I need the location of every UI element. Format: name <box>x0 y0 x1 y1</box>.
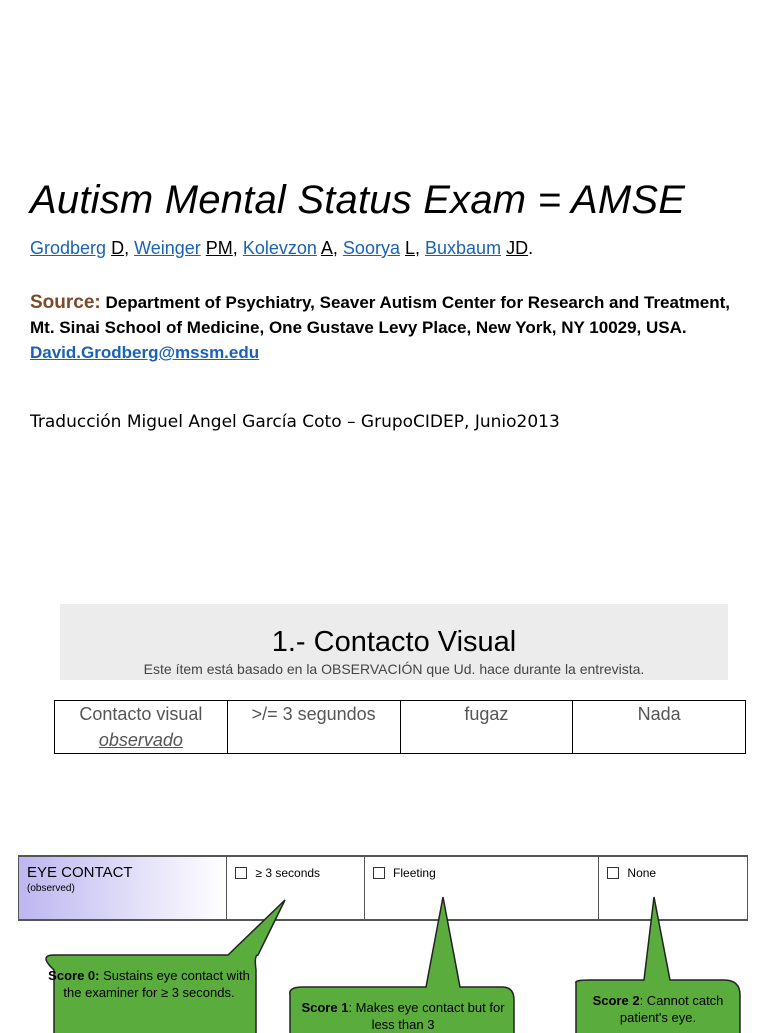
author-link[interactable]: Grodberg <box>30 238 107 258</box>
source-affiliation <box>30 290 740 365</box>
author-link[interactable]: Buxbaum <box>425 238 502 258</box>
option-cell: Nada <box>573 701 746 754</box>
form-item-sublabel: (observed) <box>27 883 75 894</box>
email-link[interactable]: David.Grodberg@mssm.edu <box>30 343 260 362</box>
form-item-label: EYE CONTACT <box>27 864 133 881</box>
item-cell <box>55 701 228 754</box>
callout-text-score1: Score 1: Makes eye contact but for less than 3 <box>301 1000 505 1032</box>
author: Buxbaum JD. <box>425 238 534 258</box>
callout-text-score2: Score 2: Cannot catch patient's eye. <box>592 993 724 1025</box>
form-option-label: None <box>627 866 657 880</box>
author-link[interactable]: Kolevzon <box>242 238 317 258</box>
form-option-label: Fleeting <box>393 866 436 880</box>
author-link[interactable]: Weinger <box>134 238 201 258</box>
table-row <box>55 701 746 754</box>
source-text: Department of Psychiatry, Seaver Autism Center for Research and Treatment, Mt. Sinai School of Medicine, One Gustave Levy Place, New York, NY 10029, USA. <box>30 293 730 337</box>
author: Soorya L, <box>342 238 426 258</box>
option-cell: fugaz <box>400 701 573 754</box>
item-sublabel: observado <box>98 730 183 750</box>
section-title: 1.- Contacto Visual <box>271 626 517 658</box>
section-subtitle: Este ítem está basado en la OBSERVACIÓN que Ud. hace durante la entrevista. <box>143 661 645 677</box>
section-header <box>60 604 728 680</box>
translation-credit: Traducción Miguel Angel García Coto – GrupoCIDEP, Junio2013 <box>30 412 560 432</box>
form-option-label: ≥ 3 seconds <box>255 866 321 880</box>
author-link[interactable]: Soorya <box>342 238 400 258</box>
author-list <box>30 238 533 259</box>
scanned-form-figure <box>18 855 750 1032</box>
item-label: Contacto visual <box>79 704 203 724</box>
option-cell: >/= 3 segundos <box>227 701 400 754</box>
source-label: Source: <box>30 292 101 313</box>
author: Grodberg D, <box>30 238 135 258</box>
author: Kolevzon A, <box>242 238 343 258</box>
document-title: Autism Mental Status Exam = AMSE <box>30 178 686 222</box>
author: Weinger PM, <box>134 238 243 258</box>
callout-text-score0: Score 0: Sustains eye contact with the examiner for ≥ 3 seconds. <box>48 968 250 1000</box>
scoring-table <box>54 700 746 754</box>
